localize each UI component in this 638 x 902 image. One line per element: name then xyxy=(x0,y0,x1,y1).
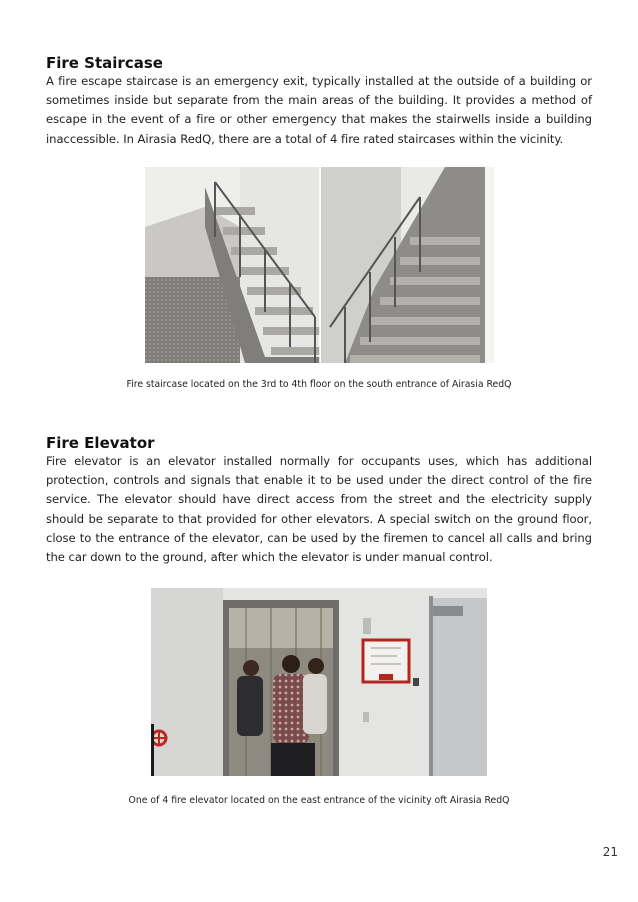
fire-elevator-illustration xyxy=(151,588,487,776)
fire-staircase-illustration xyxy=(145,167,494,363)
section-heading-fire-staircase: Fire Staircase xyxy=(46,54,163,72)
fire-elevator-photo xyxy=(151,588,487,776)
section-body-fire-staircase: A fire escape staircase is an emergency exit, typically installed at the outside of a building or sometimes inside but separate from the main areas of the building. It provides a method of escape in the event of a fire or other emergency that makes the stairwells inside a building inaccessible. In Airasia RedQ, there are a total of 4 fire rated staircases within the vicinity. xyxy=(46,74,592,146)
fire-elevator-caption: One of 4 fire elevator located on the east entrance of the vicinity oft Airasia RedQ xyxy=(128,795,510,806)
section-body-fire-elevator: Fire elevator is an elevator installed normally for occupants uses, which has additional protection, controls and signals that enable it to be used under the direct control of the fire service. The elevator should have direct access from the street and the electricity supply should be separate to that provided for other elevators. A special switch on the ground floor, close to the entrance of the elevator, can be used by the firemen to cancel all calls and bring the car down to the ground, after which the elevator is under manual control. xyxy=(46,454,592,565)
section-heading-fire-elevator: Fire Elevator xyxy=(46,434,155,452)
page-number: 21 xyxy=(602,845,618,859)
fire-staircase-caption: Fire staircase located on the 3rd to 4th floor on the south entrance of Airasia RedQ xyxy=(126,379,512,390)
fire-staircase-photo xyxy=(145,167,494,363)
